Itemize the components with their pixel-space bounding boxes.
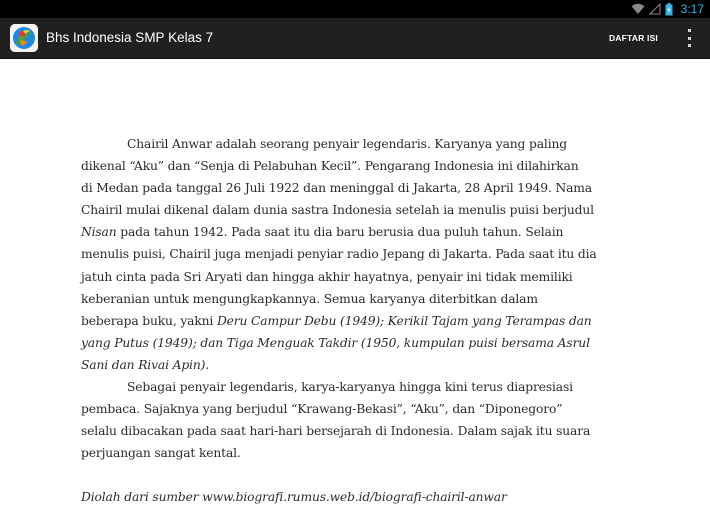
p1-line-9 [81,310,621,332]
p1-line-3: di Medan pada tanggal 26 Juli 1922 dan meninggal di Jakarta, 28 April 1949. Nama [81,181,592,196]
status-icons [631,0,704,18]
source-credit: Diolah dari sumber www.biografi.rumus.web.id/biografi-chairil-anwar [81,490,507,505]
title-nisan: Nisan [81,225,117,240]
p1-line-5 [81,221,621,243]
p2-line-1: Sebagai penyair legendaris, karya-karyanya hingga kini terus diapresiasi [127,380,573,395]
p2-line-2: pembaca. Sajaknya yang berjudul “Krawang-Bekasi”, “Aku”, dan “Diponegoro” [81,402,563,417]
p1-line-11-italic: Sani dan Rivai Apin). [81,357,210,372]
reader-content[interactable] [0,59,710,505]
p1-line-8: keberanian untuk mengungkapkannya. Semua karyanya diterbitkan dalam [81,291,538,306]
p1-line-4: Chairil mulai dikenal dalam dunia sastra Indonesia setelah ia menulis puisi berjudul [81,203,594,218]
p1-line-11 [81,354,621,376]
p1-line-9-plain: beberapa buku, yakni [81,313,217,328]
overflow-menu-icon[interactable] [686,29,692,47]
status-time: 3:17 [680,2,704,16]
paragraph-gap [81,464,621,486]
p1-line-5-rest: pada tahun 1942. Pada saat itu dia baru berusia dua puluh tahun. Selain [116,225,564,240]
p1-line-9-italic: Deru Campur Debu (1949); Kerikil Tajam yang Terampas dan [216,313,592,328]
table-of-contents-button[interactable]: DAFTAR ISI [608,33,658,43]
p1-line-10 [81,332,621,354]
signal-icon [649,3,661,15]
app-logo-icon[interactable] [10,24,38,52]
p2-line-4: perjuangan sangat kental. [81,446,241,461]
p1-line-7: jatuh cinta pada Sri Aryati dan hingga akhir hayatnya, penyair ini tidak memiliki [81,269,573,284]
p2-line-3: selalu dibacakan pada saat hari-hari bersejarah di Indonesia. Dalam sajak itu suara [81,424,591,439]
wifi-icon [631,3,645,15]
status-bar [0,0,710,18]
p1-line-6: menulis puisi, Chairil juga menjadi penyiar radio Jepang di Jakarta. Pada saat itu dia [81,247,597,262]
p1-line-2: dikenal “Aku” dan “Senja di Pelabuhan Kecil”. Pengarang Indonesia ini dilahirkan [81,159,579,174]
app-title: Bhs Indonesia SMP Kelas 7 [46,30,214,45]
p1-line-10-italic: yang Putus (1949); dan Tiga Menguak Takdir (1950, kumpulan puisi bersama Asrul [81,335,590,350]
battery-icon [665,3,673,16]
p1-line-1: Chairil Anwar adalah seorang penyair legendaris. Karyanya yang paling [127,137,567,151]
action-bar [0,18,710,59]
article-text [81,133,621,509]
